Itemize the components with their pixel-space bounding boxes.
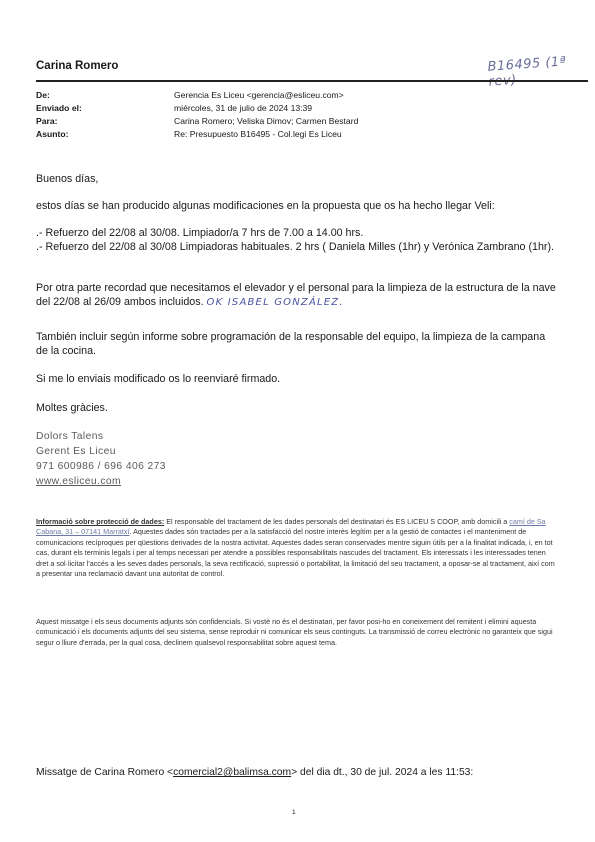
confidentiality-notice: Aquest missatge i els seus documents adjunts són confidencials. Si vostè no és el destinatari, per favor posi-ho en coneixement del remitent i elimini aquesta comunicació i els documents adjunts del seu sistema, sense reproduir ni comunicar els seus continguts. La transmissió de correu electrònic no garanteix que sigui segur o lliure d'errada, per la qual cosa, declinem qualsevol responsabilitat sobre aquest tema. bbox=[36, 617, 553, 647]
greeting: Buenos días, bbox=[36, 173, 99, 185]
elevator-text: Por otra parte recordad que necesitamos el elevador y el personal para la limpieza de la estructura de la nave del 22/08 al 26/09 ambos incluidos. bbox=[36, 282, 556, 308]
data-protection-notice bbox=[36, 517, 560, 579]
quoted-email-link[interactable]: comercial2@balimsa.com bbox=[173, 767, 292, 778]
from-value: Gerencia Es Liceu <gerencia@esliceu.com> bbox=[174, 90, 344, 100]
handwritten-reference: B16495 (1ª rev) bbox=[487, 54, 567, 90]
signature-name: Dolors Talens bbox=[36, 431, 104, 442]
sender-name: Carina Romero bbox=[36, 60, 119, 72]
from-label: De: bbox=[36, 90, 50, 100]
subject-label: Asunto: bbox=[36, 129, 69, 139]
hood-paragraph: También incluir según informe sobre programación de la responsable del equipo, la limpieza de la campana de la cocina. bbox=[36, 331, 546, 357]
list-item: .- Refuerzo del 22/08 al 30/08. Limpiador/a 7 hrs de 7.00 a 14.00 hrs. bbox=[36, 227, 364, 239]
quoted-suffix: > del dia dt., 30 de jul. 2024 a les 11:53: bbox=[291, 767, 474, 778]
data-protection-title: Informació sobre protecció de dades: bbox=[36, 517, 165, 526]
elevator-paragraph bbox=[36, 281, 556, 310]
subject-value: Re: Presupuesto B16495 - Col.legi Es Liceu bbox=[174, 129, 342, 139]
header-divider bbox=[36, 80, 588, 82]
sent-value: miércoles, 31 de julio de 2024 13:39 bbox=[174, 103, 313, 113]
to-value: Carina Romero; Veliska Dimov; Carmen Bestard bbox=[174, 116, 359, 126]
page-number: 1 bbox=[292, 809, 296, 816]
signature-website bbox=[36, 474, 121, 489]
sent-label: Enviado el: bbox=[36, 103, 82, 113]
quoted-message-line bbox=[36, 767, 473, 778]
data-protection-text-b: . Aquestes dades són tractades per a la satisfacció del nostre interès legítim per a la gestió de contactes i el manteniment de comunicacions recíproques per qüestions derivades de la nostra activitat. Aquestes dades seran conservades mentre siguin útils per a la finalitat indicada, i, en tot cas, durant els terminis legals i per al temps necessari per atendre a possibles responsabilitats nascudes del tractament. Els interessats i les interessades tenen dret a sol·licitar l'accés a les seves dades personals, la seva rectificació, supressió o portabilitat, la limitació del seu tractament, a oposar-se al tractament, així com a presentar una reclamació davant una autoritat de control. bbox=[36, 527, 555, 579]
address-link[interactable]: camí de Sa Cabana, 31 – 07141 Marratxí bbox=[36, 517, 546, 537]
data-protection-text-a: El responsable del tractament de les dades personals del destinatari és ES LICEU S COOP, amb domicili a bbox=[164, 517, 510, 526]
quoted-prefix: Missatge de Carina Romero < bbox=[36, 767, 174, 778]
intro-paragraph: estos días se han producido algunas modificaciones en la propuesta que os ha hecho llegar Veli: bbox=[36, 200, 495, 212]
signed-return-paragraph: Si me lo enviais modificado os lo reenviaré firmado. bbox=[36, 373, 281, 385]
handwritten-approval: OK ISABEL GONZÁLEZ. bbox=[206, 297, 344, 308]
to-label: Para: bbox=[36, 116, 58, 126]
list-item: .- Refuerzo del 22/08 al 30/08 Limpiadoras habituales. 2 hrs ( Daniela Milles (1hr) y Verónica Zambrano (1hr). bbox=[36, 241, 555, 253]
signature-role: Gerent Es Liceu bbox=[36, 446, 116, 457]
signature-phones: 971 600986 / 696 406 273 bbox=[36, 461, 166, 472]
thanks: Moltes gràcies. bbox=[36, 402, 108, 414]
website-link[interactable]: www.esliceu.com bbox=[36, 476, 121, 487]
